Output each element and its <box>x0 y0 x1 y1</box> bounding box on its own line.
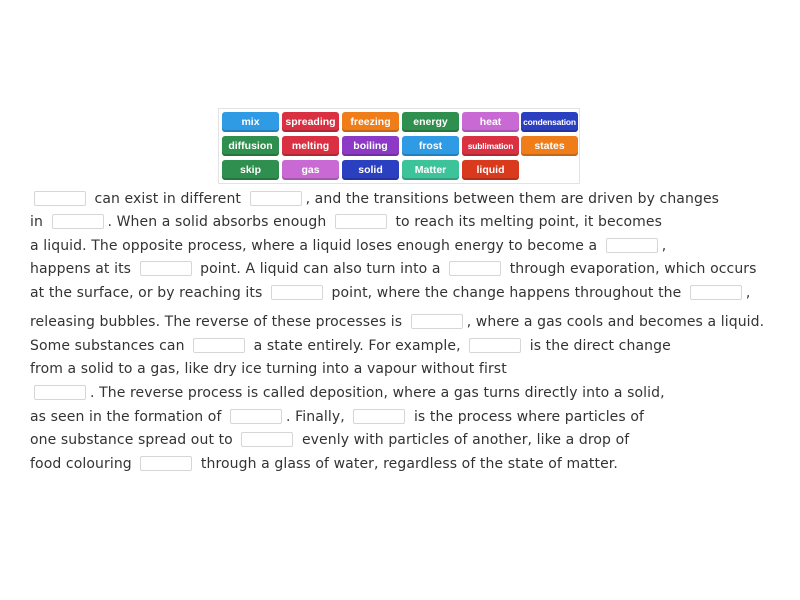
passage-text: point, where the change happens throughout the <box>326 285 686 301</box>
answer-blank[interactable] <box>606 238 658 253</box>
word-tile-matter[interactable]: Matter <box>402 160 459 180</box>
passage-text: . When a solid absorbs enough <box>107 214 331 230</box>
word-tile-spreading[interactable]: spreading <box>282 112 339 132</box>
passage-text: happens at its <box>30 261 136 277</box>
passage-text: . Finally, <box>286 409 350 425</box>
word-tile-heat[interactable]: heat <box>462 112 519 132</box>
passage-line <box>30 336 671 356</box>
passage-line <box>30 454 618 474</box>
passage-line <box>30 407 644 427</box>
passage-text: Some substances can <box>30 338 190 354</box>
answer-blank[interactable] <box>193 338 245 353</box>
word-tile-diffusion[interactable]: diffusion <box>222 136 279 156</box>
word-tile-liquid[interactable]: liquid <box>462 160 519 180</box>
passage-text: at the surface, or by reaching its <box>30 285 267 301</box>
word-tile-mix[interactable]: mix <box>222 112 279 132</box>
passage-text: as seen in the formation of <box>30 409 227 425</box>
word-tile-gas[interactable]: gas <box>282 160 339 180</box>
passage-text: . The reverse process is called deposition, where a gas turns directly into a solid, <box>90 385 665 401</box>
passage-text: , <box>661 238 667 254</box>
passage-line <box>30 259 757 279</box>
passage-text: from a solid to a gas, like dry ice turning into a vapour without first <box>30 361 507 377</box>
word-tile-energy[interactable]: energy <box>402 112 459 132</box>
passage-text: point. A liquid can also turn into a <box>195 261 446 277</box>
passage-line <box>30 359 507 379</box>
answer-blank[interactable] <box>271 285 323 300</box>
word-tile-states[interactable]: states <box>521 136 578 156</box>
passage-line <box>30 189 719 209</box>
answer-blank[interactable] <box>335 214 387 229</box>
word-tile-skip[interactable]: skip <box>222 160 279 180</box>
passage-text: is the direct change <box>525 338 671 354</box>
passage-text: , <box>745 285 751 301</box>
passage-text: is the process where particles of <box>409 409 645 425</box>
word-tile-condensation[interactable]: condensation <box>521 112 578 132</box>
answer-blank[interactable] <box>230 409 282 424</box>
passage-text: through a glass of water, regardless of the state of matter. <box>196 456 618 472</box>
passage-text: , and the transitions between them are driven by changes <box>305 191 720 207</box>
answer-blank[interactable] <box>449 261 501 276</box>
answer-blank[interactable] <box>34 191 86 206</box>
answer-blank[interactable] <box>411 314 463 329</box>
passage-line <box>30 312 764 332</box>
passage-text: to reach its melting point, it becomes <box>390 214 663 230</box>
word-tile-solid[interactable]: solid <box>342 160 399 180</box>
answer-blank[interactable] <box>140 261 192 276</box>
answer-blank[interactable] <box>52 214 104 229</box>
answer-blank[interactable] <box>34 385 86 400</box>
passage-line <box>30 430 629 450</box>
word-tile-sublimation[interactable]: sublimation <box>462 136 519 156</box>
passage-line <box>30 236 666 256</box>
answer-blank[interactable] <box>140 456 192 471</box>
passage-line <box>30 283 750 303</box>
passage-text: through evaporation, which occurs <box>505 261 757 277</box>
passage-text: a liquid. The opposite process, where a liquid loses enough energy to become a <box>30 238 602 254</box>
word-tile-melting[interactable]: melting <box>282 136 339 156</box>
passage-text: , where a gas cools and becomes a liquid. <box>466 314 765 330</box>
word-tile-boiling[interactable]: boiling <box>342 136 399 156</box>
answer-blank[interactable] <box>353 409 405 424</box>
word-tile-frost[interactable]: frost <box>402 136 459 156</box>
passage-text: a state entirely. For example, <box>249 338 466 354</box>
passage-text: in <box>30 214 48 230</box>
passage-text: food colouring <box>30 456 137 472</box>
answer-blank[interactable] <box>469 338 521 353</box>
passage-text: releasing bubbles. The reverse of these processes is <box>30 314 407 330</box>
word-tile-freezing[interactable]: freezing <box>342 112 399 132</box>
passage-text: can exist in different <box>90 191 246 207</box>
passage-text: one substance spread out to <box>30 432 238 448</box>
passage-line <box>30 212 662 232</box>
passage-text: evenly with particles of another, like a drop of <box>297 432 630 448</box>
answer-blank[interactable] <box>690 285 742 300</box>
answer-blank[interactable] <box>241 432 293 447</box>
answer-blank[interactable] <box>250 191 302 206</box>
passage-line <box>30 383 665 403</box>
